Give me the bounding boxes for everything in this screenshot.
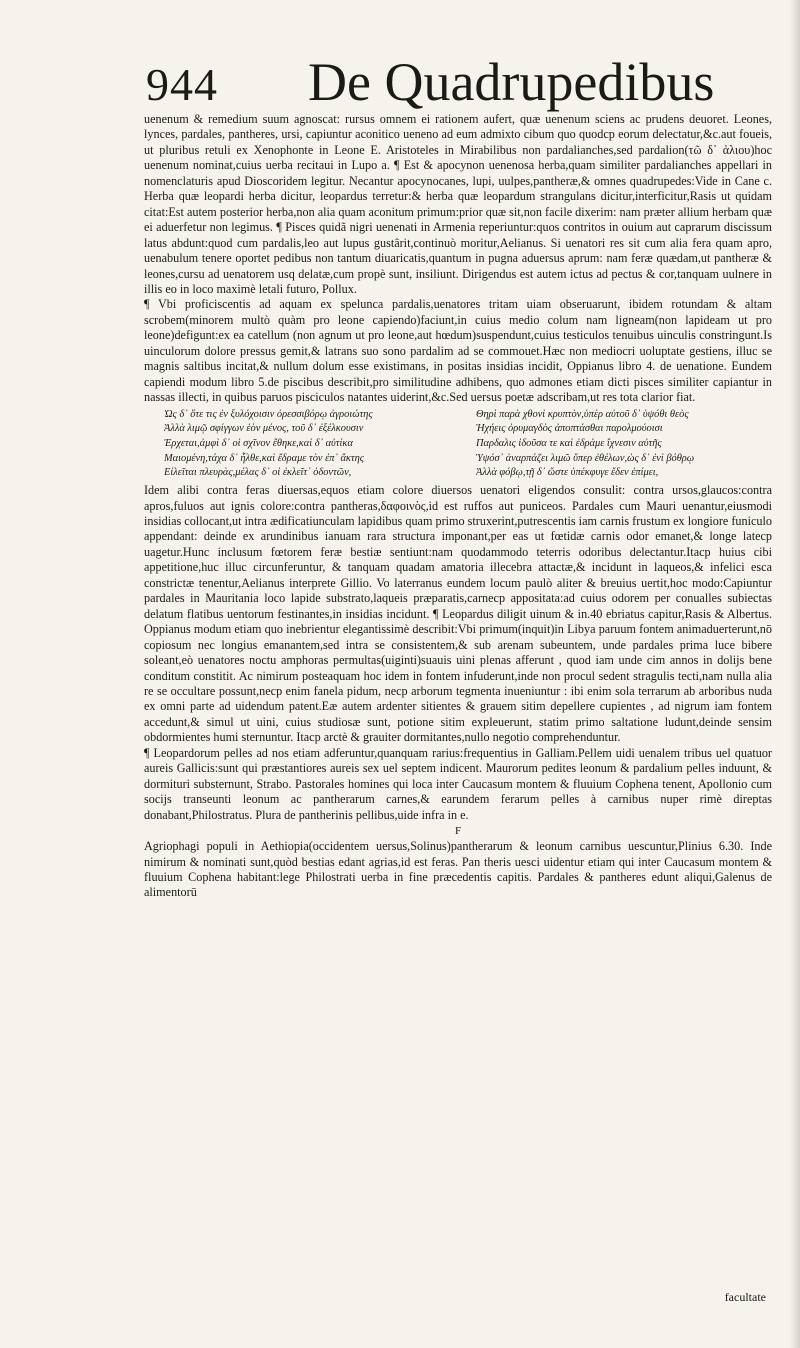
greek-line: Ὑψόσ᾽ ἀναρπάζει λιμῶ ὕπερ ἐθέλων,ὡς δ᾽ ἐνὶ βόθρῳ [476, 452, 695, 464]
greek-line: Θηρὶ παρὰ χθονὶ κρυπτὸν,ὑπὲρ αὐτοῦ δ᾽ ὑψόθι θεὸς [476, 408, 689, 420]
greek-line: Εἰλεῖται πλευρὰς,μέλας δ᾽ οἱ ἐκλεῖτ᾽ ὀδοντῶν, [164, 467, 352, 479]
greek-line: Ὡς δ᾽ ὅτε τις ἐν ξυλόχοισιν ὀρεσσιβόρῳ ἀγροιώτης [164, 408, 373, 420]
greek-line: Ἐρχεται,ἀμφὶ δ᾽ οἱ σχῖνον ἔθηκε,καὶ δ᾽ αὐτίκα [164, 438, 353, 450]
paragraph: uenenum & remedium suum agnoscat: rursus omnem ei rationem aufert, quæ uenenum sciens ac prudens deuoret. Leones, lynces, pardales, pantheres, ursi, capiuntur aconitico ueneno ad eum admixto cibum quo quodcp eorum delectatur,&c.aut foueis, ut pluribus retuli ex Xenophonte in Leone E. Aristoteles in Mirabilibus non pardalianches,sed pardalion(τῶ δ᾽ ἀλιου)hoc uenenum nominat,cuius uerba recitaui in Lupo a. ¶ Est & apocynon uenenosa herba,quam similiter pardalianches appellari in nomenclaturis apud Dioscoridem legitur. Necantur apocynocanes, lupi, uulpes,pantheræ,& omnes quadrupedes:Vide in Cane c. Herba quæ leopardi herba dicitur, leopardus terretur:& herba quæ leopardum strangulans dicitur,interficitur,Rasis ut quidam citat:Est autem posterior herba,non alia quam aconitum primum:prior quæ sit,non facile dixerim: nam præter allium herbam quæ ei aduerfetur non legimus. ¶ Pisces quidã nigri uenenati in Armenia reperiuntur:quos contritos in ouium aut caprarum discissum latus abdunt:quod cum pardalis,leo aut lupus gustârit,continuò moritur,Aelianus. Si uenatori res sit cum alia fera quam apro, uenabulum tenere oportet pedibus non tantum diuaricatis,quantum in pugna aduersus aprum: nam feræ quædam,ut pantheræ & leones,cursu ad uenatorem usq delatæ,cum propè sunt, insiliunt. Dirigendus est autem ictus ad pectus & cor,tanquam uulnere in illis eo in loco maximè letali futuro, Pollux. [144, 112, 772, 296]
greek-column-right [476, 408, 770, 482]
paragraph: ¶ Vbi proficiscentis ad aquam ex spelunca pardalis,uenatores tritam uiam obseruarunt, ibidem rotundam & altam scrobem(minorem multò quàm pro leone capiendo)faciunt,in cuius medio colum nam ligneam(non lapideam ut pro leone)defigunt:ex ea catellum (non agnum ut pro leone,aut hœdum)suspendunt,cuius testiculos tenuibus uinculis constringunt.Is uinculorum dolore pressus gemit,& latrans suo sono pardalim ad se commouet.Hæc non mediocri uoluptate gestiens, illuc se magnis saltibus incitat,& nullum dolum esse existimans, in positas insidias incidit, Oppianus libro 4. de uenatione. Eundem capiendi modum libro 5.de piscibus describit,pro similitudine adhibens, quo admones etiam dicti pisces similiter capiantur in nassas illecti, in quibus paruos pisciculos natantes uiderint,&c.Sed uersus poetæ adscribam,ut res tota clarior fiat. [144, 297, 772, 405]
section-marker: F [454, 825, 462, 838]
page-title: De Quadrupedibus [308, 52, 715, 112]
paragraph: ¶ Leopardorum pelles ad nos etiam adferuntur,quanquam rarius:frequentius in Galliam.Pellem uidi uenalem tribus uel quatuor aureis Gallicis:sunt qui præstantiores aureis sex uel septem indicent. Maurorum pedites leonum & pardalium pelles induunt, & dormituri substernunt, Strabo. Pastorales homines qui loca inter Caucasum montem & fluuium Cophena tenent, Apollonio cum socijs transeunti leonum ac pantherarum carnes,& earundem ferarum pelles à carnibus nuper rimè direptas donabant,Philostratus. Plura de pantherinis pellibus,uide infra in e. [144, 745, 772, 822]
greek-line: Παρδαλις ἰδοῦσα τε καὶ ἐδράμε ἴχνεσιν αὐτῆς [476, 438, 662, 450]
catchword: facultate [724, 1290, 766, 1304]
page-edge-shadow [790, 0, 800, 1348]
greek-line: Ἀλλὰ φόβῳ,τῇ δ᾽ ὥστε ὑπέκφυγε ἔδεν ἐπίμει, [476, 467, 659, 479]
paragraph: Agriophagi populi in Aethiopia(occidentem uersus,Solinus)pantherarum & leonum carnibus uescuntur,Plinius 6.30. Inde nimirum & nominati sunt,quòd bestias edant agrias,id est feras. Pan theris uesci uidentur etiam qui inter Caucasum montem & fluuium Cophena habitant:lege Philostrati uerba in fine præcedentis capitis. Pardales & pantheres edunt aliqui,Galenus de alimentorū [144, 839, 772, 900]
greek-line: Μαιομένη,τάχα δ᾽ ἦλθε,καὶ ἔδραμε τὸν ἐπ᾽ ἄκτης [164, 452, 364, 464]
greek-column-left [164, 408, 458, 482]
page-number: 944 [146, 59, 218, 110]
main-text [144, 112, 772, 901]
paragraph: Idem alibi contra feras diuersas,equos etiam colore diuersos uenatori eligendos consulit: contra ursos,glaucos:contra apros,fuluos aut ignis colore:contra pantheras,δαφοινὸς,id est ruffos aut puniceos. Pardales cum Mauri uenantur,eiusmodi insidias collocant,ut intra ædificatiunculam lapidibus quam primo struxerint,putrescentis iam carnis frustum ex longiore funiculo appendant: deinde ex arundinibus ianuam rara structura imponant,per eas ut fœtidæ carnis odor emanet,& longe latecp uagetur.Hunc inclusum fœtorem feræ bestiæ sentiunt:nam quodammodo teterris odoribus delectantur.Itacp huius cibi appetitione,huc illuc circunferuntur, & tanquam quadam amatoria illecebra attactæ,& incidunt in laqueos,& infelici esca constrictæ tenentur,Aelianus interprete Gillio. Vo laterranus eundem locum paulò aliter & breuius uertit,hoc modo:Capiuntur pardales in Mauritania loco lapide substrato,laqueis præparatis,carnecp appositata:ad cuius odorem per conualles subiectas delatum flatibus uentorum festinantes,in insidias incidunt. ¶ Leopardus diligit uinum & in.40 ebriatus capitur,Rasis & Albertus. Oppianus modum etiam quo inebrientur elegantissimè describit:Vbi primum(inquit)in Libya paruum fontem animaduerterunt,nō copiosum nec longius emanantem,sed intra se consistentem,& sub arenam subeuntem, unde pardales prima luce bibere soleant,eò uenatores noctu amphoras permultas(uiginti)suauis uini plenas afferunt , quod iam unde cim annos in dolijs bene conditum constitit. Ac nimirum posteaquam hoc idem in fontem infuderunt,inde non procul sedent stragulis tecti,nam nulla alia re se occultare possunt,necp enim fanela pidum, necp arborum tegmenta inueniuntur : ibi enim sola terrarum ab arboribus nuda ex omni parte ad uidendum patent.Eæ autem ardenter sitientes & grauem sitim depellere cupientes , ad nigrum iam fontem accedunt,& simul ut uini, cuius studiosæ sunt, potione sitim expleuerunt, statim primo saltatione ludunt,deinde sensim obdormientes humi sternuntur. Itacp arctè & grauiter dormitantes,nullo negotio comprehenduntur. [144, 483, 772, 745]
greek-verses [164, 408, 770, 482]
greek-line: Ἡχήεις ὀρυμαγδὸς ἀποπτάσθαι παρολμούοισι [476, 423, 663, 435]
greek-line: Ἀλλὰ λιμῷ σφίγγων ἑὸν μένος, τοῦ δ᾽ ἐξέλκουσιν [164, 423, 364, 435]
